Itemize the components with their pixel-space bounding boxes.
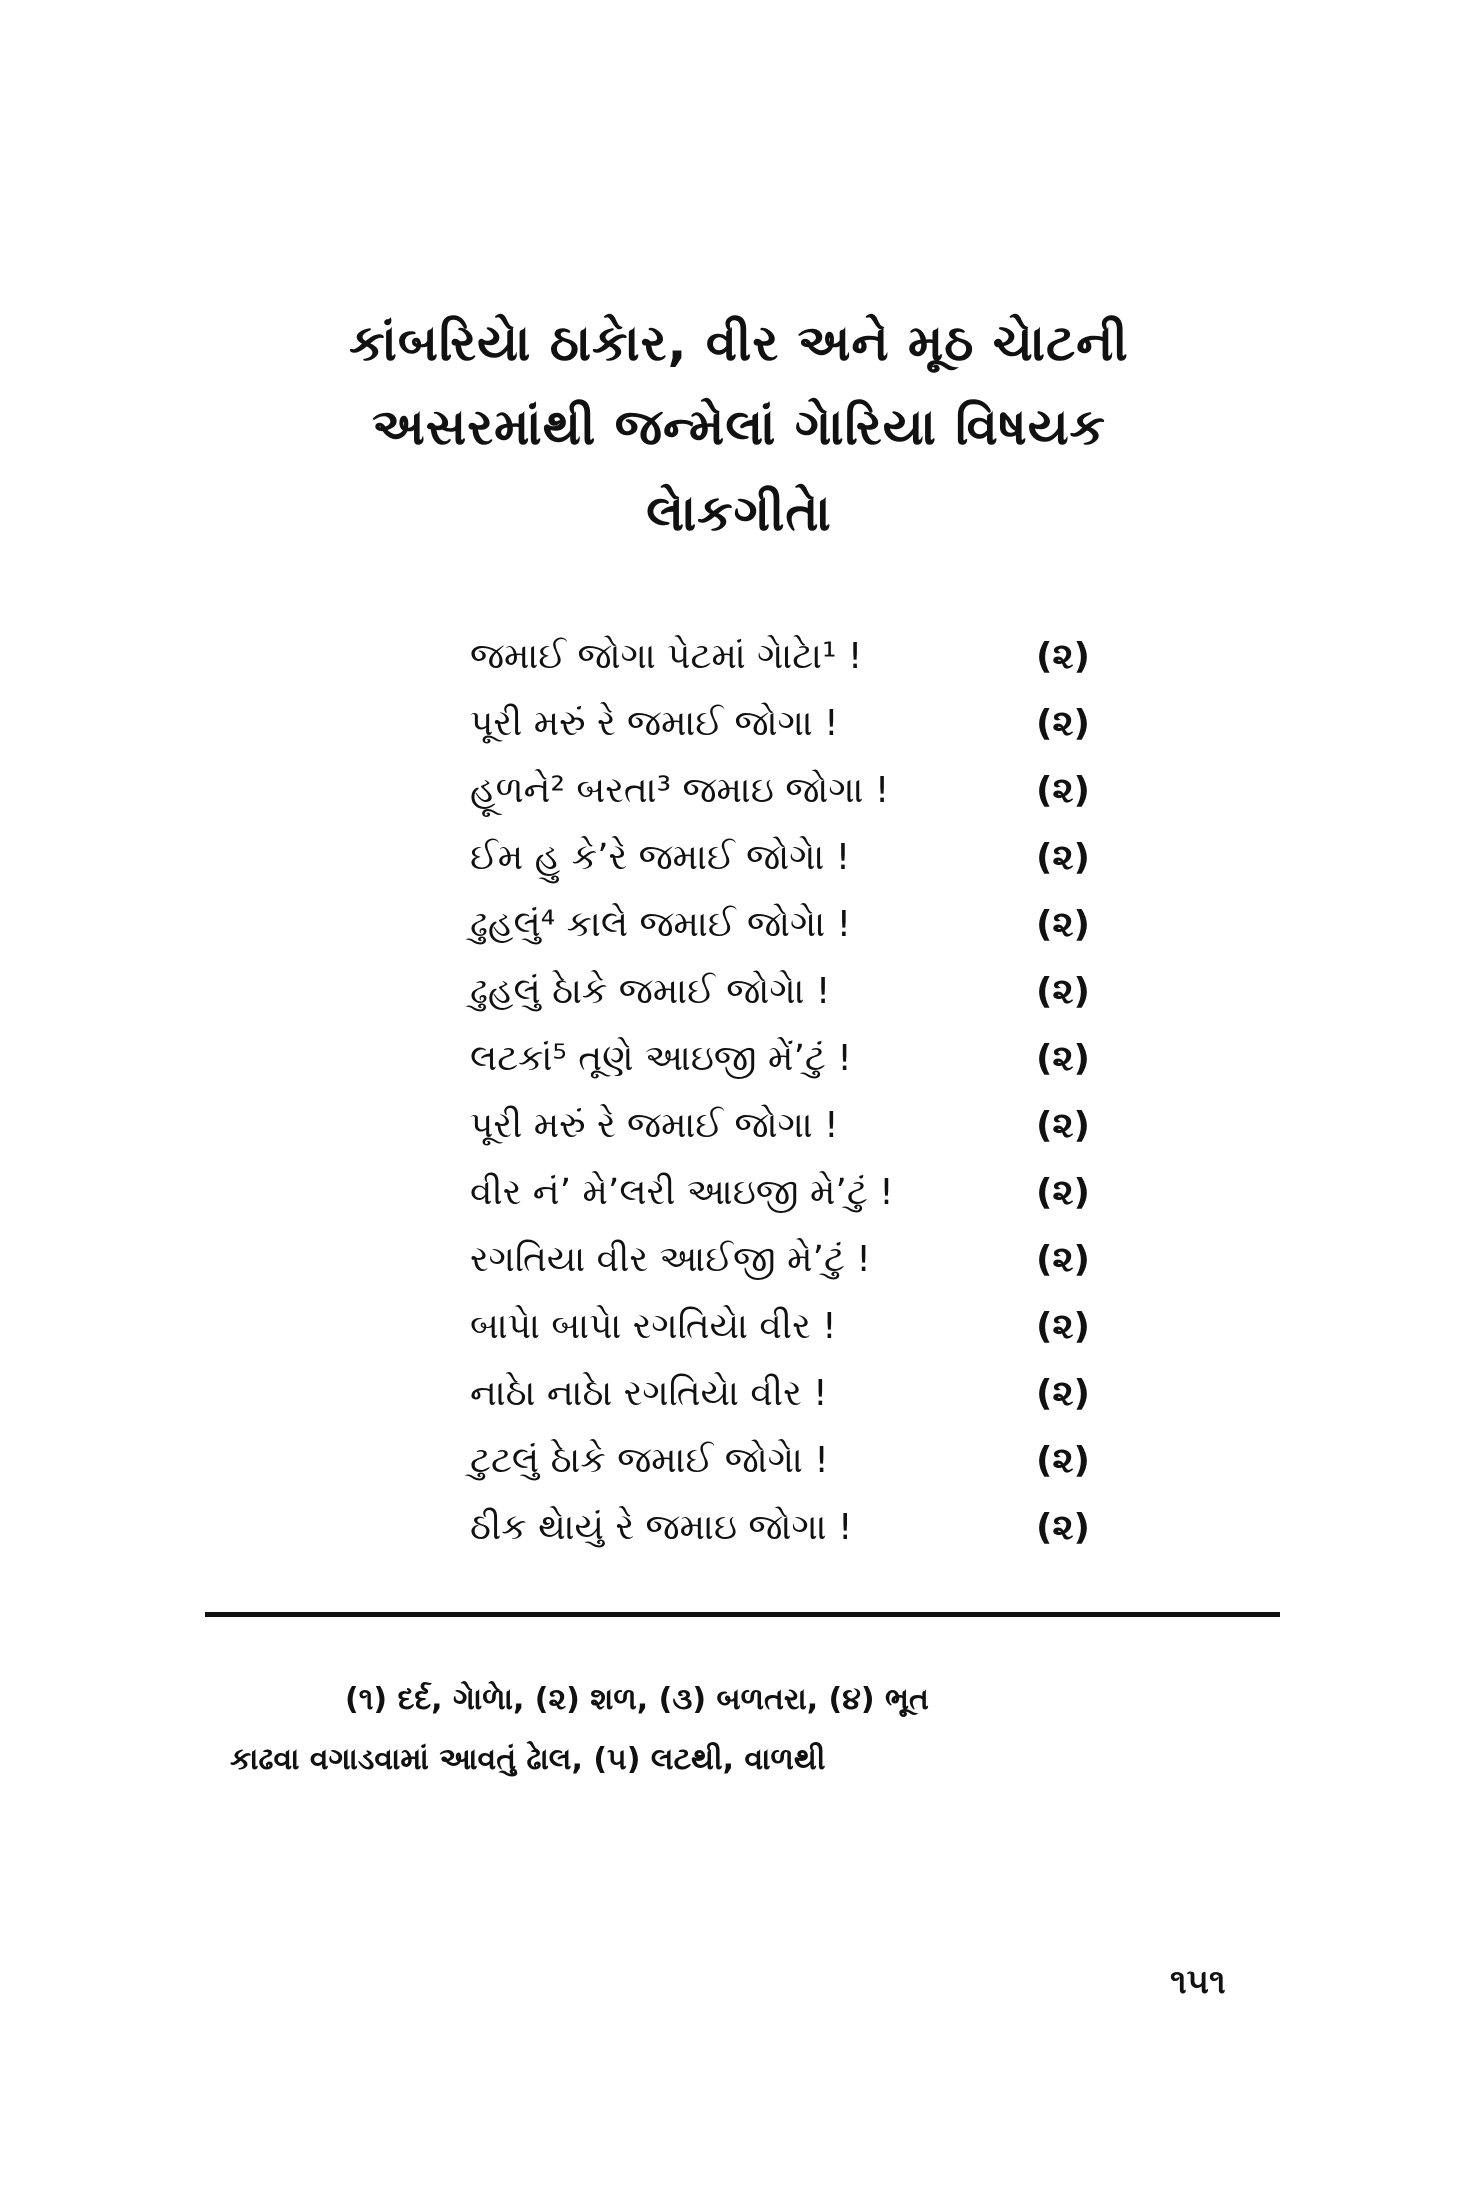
title-line-3: લેાકગીતેા (646, 484, 832, 542)
verse-line (470, 971, 1090, 1038)
verse-text: વીર નં’ મે’લરી આઇજી મે’ટું ! (470, 1172, 894, 1213)
footnote-line-1: (૧) દર્દ, ગેાળેા, (૨) શળ, (૩) બળતરા, (૪) ભૂત (345, 1682, 929, 1717)
verse-text: ઢુહલું⁴ કાલે જમાઈ જોગેા ! (470, 904, 852, 945)
verse-line (470, 1306, 1090, 1373)
verse-text: જમાઈ જોગા પેટમાં ગેાટેા¹ ! (470, 636, 863, 677)
verse-refrain: (૨) (1035, 703, 1090, 744)
title-line-1: કાંબરિયેા ઠાકેાર, વીર અને મૂઠ ચેાટની (349, 314, 1129, 372)
verse-line (470, 770, 1090, 837)
verse-text: પૂરી મરું રે જમાઈ જોગા ! (470, 703, 839, 744)
verse-line (470, 1172, 1090, 1239)
verse-refrain: (૨) (1035, 1239, 1090, 1280)
verse-refrain: (૨) (1035, 971, 1090, 1012)
verse-text: બાપેા બાપેા રગતિયેા વીર ! (470, 1306, 837, 1347)
verse-text: રગતિયા વીર આઈજી મે’ટું ! (470, 1239, 871, 1280)
verse-line (470, 904, 1090, 971)
verse-refrain: (૨) (1035, 1440, 1090, 1481)
footnote-line-2: કાઢવા વગાડવામાં આવતું ઢેાલ, (૫) લટથી, વાળથી (230, 1742, 826, 1777)
verse-refrain: (૨) (1035, 1373, 1090, 1414)
verse-text: લટકાં⁵ તૂણે આઇજી મેં’ટું ! (470, 1038, 852, 1079)
song-verses (470, 636, 1090, 1574)
verse-refrain: (૨) (1035, 837, 1090, 878)
verse-text: પૂરી મરું રે જમાઈ જોગા ! (470, 1105, 839, 1146)
verse-line (470, 1038, 1090, 1105)
verse-refrain: (૨) (1035, 1038, 1090, 1079)
verse-refrain: (૨) (1035, 904, 1090, 945)
verse-line (470, 636, 1090, 703)
verse-line (470, 1239, 1090, 1306)
footnote-divider (205, 1612, 1280, 1617)
verse-line (470, 1507, 1090, 1574)
verse-line (470, 1440, 1090, 1507)
verse-refrain: (૨) (1035, 636, 1090, 677)
verse-text: હૂળને² બરતા³ જમાઇ જોગા ! (470, 770, 890, 811)
verse-line (470, 837, 1090, 904)
verse-line (470, 1373, 1090, 1440)
verse-text: નાઠેા નાઠેા રગતિયેા વીર ! (470, 1373, 828, 1414)
verse-line (470, 1105, 1090, 1172)
page-number: ૧૫૧ (1170, 1962, 1226, 2002)
verse-refrain: (૨) (1035, 1105, 1090, 1146)
verse-refrain: (૨) (1035, 1507, 1090, 1548)
verse-text: ઠીક થેાયું રે જમાઇ જોગા ! (470, 1507, 853, 1548)
verse-text: ઈમ હુ કે’રે જમાઈ જોગેા ! (470, 837, 851, 878)
verse-text: ટુટલું ઠેાકે જમાઈ જોગેા ! (470, 1440, 829, 1481)
verse-text: ઢુહલું ઠેાકે જમાઈ જોગેા ! (470, 971, 831, 1012)
verse-refrain: (૨) (1035, 1172, 1090, 1213)
verse-line (470, 703, 1090, 770)
title-line-2: અસરમાંથી જન્મેલાં ગેારિયા વિષયક (372, 398, 1106, 456)
verse-refrain: (૨) (1035, 770, 1090, 811)
verse-refrain: (૨) (1035, 1306, 1090, 1347)
